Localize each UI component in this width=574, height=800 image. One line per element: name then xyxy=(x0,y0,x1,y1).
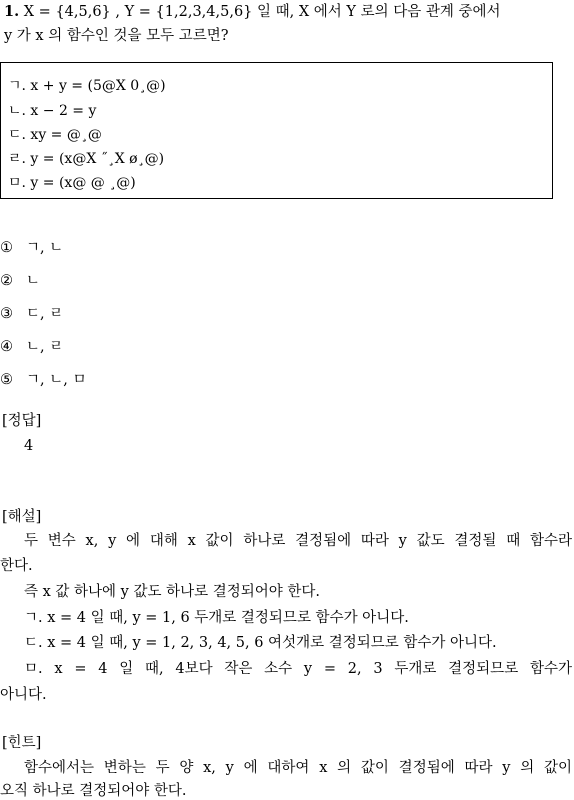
choice-text: ㄱ, ㄴ xyxy=(26,240,64,256)
relation-item: ㅁ. y = (x@ @ ¸@) xyxy=(8,175,136,191)
explanation-para-3: ㄱ. x = 4 일 때, y = 1, 6 두개로 결정되므로 함수가 아니다. xyxy=(24,610,409,626)
choice-text: ㄴ xyxy=(26,273,41,289)
explanation-para-5-line-1: ㅁ. x = 4 일 때, 4보다 작은 소수 y = 2, 3 두개로 결정되므로 함수가 xyxy=(24,661,572,677)
question-line-1 xyxy=(4,0,500,21)
choice-mark: ③ xyxy=(0,306,13,322)
relation-item: ㄹ. y = (x@X ˝¸X ø¸@) xyxy=(8,151,165,167)
choice-mark: ⑤ xyxy=(0,372,13,388)
choice-5[interactable] xyxy=(0,368,86,389)
hint-line-1: 함수에서는 변하는 두 양 x, y 에 대하여 x 의 값이 결정됨에 따라 y 의 값이 xyxy=(24,760,572,776)
choice-text: ㄷ, ㄹ xyxy=(26,306,64,322)
question-text-1: X = {4,5,6} , Y = {1,2,3,4,5,6} 일 때, X 에서 Y 로의 다음 관계 중에서 xyxy=(23,4,501,20)
choice-mark: ④ xyxy=(0,339,13,355)
choice-mark: ② xyxy=(0,273,13,289)
relation-item: ㄱ. x + y = (5@X 0¸@) xyxy=(8,78,166,94)
explanation-para-5-line-2: 아니다. xyxy=(0,687,47,703)
hint-line-2: 오직 하나로 결정되어야 한다. xyxy=(0,783,187,799)
answer-label: [정답] xyxy=(2,413,42,429)
hint-label: [힌트] xyxy=(2,735,42,751)
relation-item: ㄷ. xy = @¸@ xyxy=(8,127,102,143)
explanation-para-1-line-1: 두 변수 x, y 에 대해 x 값이 하나로 결정됨에 따라 y 값도 결정될 때 함수라 xyxy=(24,533,572,549)
explanation-para-2: 즉 x 값 하나에 y 값도 하나로 결정되어야 한다. xyxy=(24,584,320,600)
explanation-label: [해설] xyxy=(2,509,42,525)
question-number: 1. xyxy=(4,3,20,20)
choice-2[interactable] xyxy=(0,269,40,290)
relations-box xyxy=(0,62,553,199)
choice-4[interactable] xyxy=(0,335,63,356)
answer-value: 4 xyxy=(24,438,34,454)
relation-item: ㄴ. x − 2 = y xyxy=(8,103,97,119)
choice-mark: ① xyxy=(0,240,13,256)
choice-text: ㄱ, ㄴ, ㅁ xyxy=(26,372,87,388)
question-line-2: y 가 x 의 함수인 것을 모두 고르면? xyxy=(4,28,229,44)
explanation-para-1-line-2: 한다. xyxy=(0,558,33,574)
choice-3[interactable] xyxy=(0,302,63,323)
explanation-para-4: ㄷ. x = 4 일 때, y = 1, 2, 3, 4, 5, 6 여섯개로 결정되므로 함수가 아니다. xyxy=(24,635,497,651)
choice-text: ㄴ, ㄹ xyxy=(26,339,64,355)
choice-1[interactable] xyxy=(0,236,63,257)
